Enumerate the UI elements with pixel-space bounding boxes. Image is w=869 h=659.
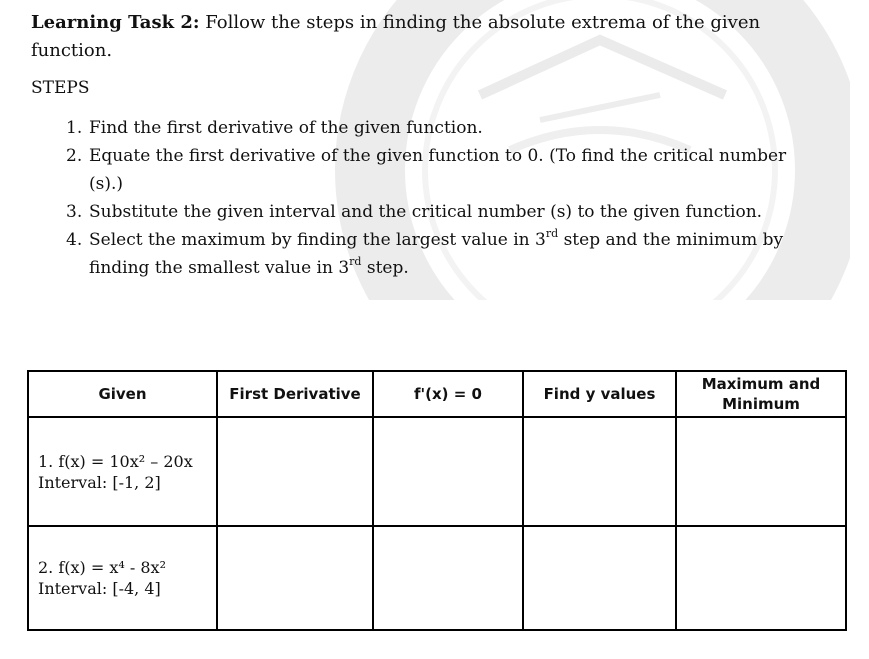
step-item (66, 226, 806, 282)
step-item (66, 114, 806, 142)
step-item (66, 198, 806, 226)
step-text-part: step. (361, 258, 409, 278)
table-row (28, 526, 846, 630)
given-function: 1. f(x) = 10x² – 20x (38, 451, 193, 471)
table-row (28, 417, 846, 526)
extrema-answer-cell[interactable] (676, 417, 846, 526)
task-label: Learning Task 2: (31, 12, 200, 33)
steps-list (66, 114, 806, 282)
critical-number-answer-cell[interactable] (373, 417, 523, 526)
given-interval: Interval: [-4, 4] (38, 579, 161, 598)
header-max-min: Maximum and Minimum (676, 371, 846, 417)
step-text-part: Select the maximum by finding the largest value in 3 (89, 230, 546, 250)
task-instruction (31, 9, 831, 65)
step-number: 3. (66, 202, 83, 222)
given-interval: Interval: [-1, 2] (38, 472, 161, 492)
task-instruction-line1: Follow the steps in finding the absolute extrema of the given (205, 12, 761, 33)
step-text: Equate the first derivative of the given function to 0. (To find the critical number (s).) (89, 146, 787, 194)
task-instruction-line2: function. (31, 40, 113, 61)
first-derivative-answer-cell[interactable] (217, 417, 373, 526)
y-values-answer-cell[interactable] (523, 417, 676, 526)
extrema-table (27, 370, 847, 631)
step-text: Substitute the given interval and the critical number (s) to the given function. (89, 202, 763, 222)
step-number: 2. (66, 146, 83, 166)
extrema-answer-cell[interactable] (676, 526, 846, 630)
step-number: 4. (66, 230, 83, 250)
given-function: 2. f(x) = x⁴ - 8x² (38, 558, 166, 577)
ordinal-suffix: rd (349, 255, 362, 269)
steps-heading: STEPS (31, 78, 90, 98)
header-first-derivative: First Derivative (217, 371, 373, 417)
ordinal-suffix: rd (545, 227, 559, 241)
step-text-part: step and the minimum by finding the smallest value in 3 (89, 230, 784, 278)
step-text: Find the first derivative of the given function. (89, 118, 483, 138)
step-number: 1. (66, 118, 83, 138)
header-y-values: Find y values (523, 371, 676, 417)
table-header-row (28, 371, 846, 417)
step-item (66, 142, 806, 198)
y-values-answer-cell[interactable] (523, 526, 676, 630)
given-cell (28, 417, 217, 526)
header-critical: f'(x) = 0 (373, 371, 523, 417)
critical-number-answer-cell[interactable] (373, 526, 523, 630)
given-cell (28, 526, 217, 630)
header-given: Given (28, 371, 217, 417)
step-text (89, 226, 806, 282)
first-derivative-answer-cell[interactable] (217, 526, 373, 630)
